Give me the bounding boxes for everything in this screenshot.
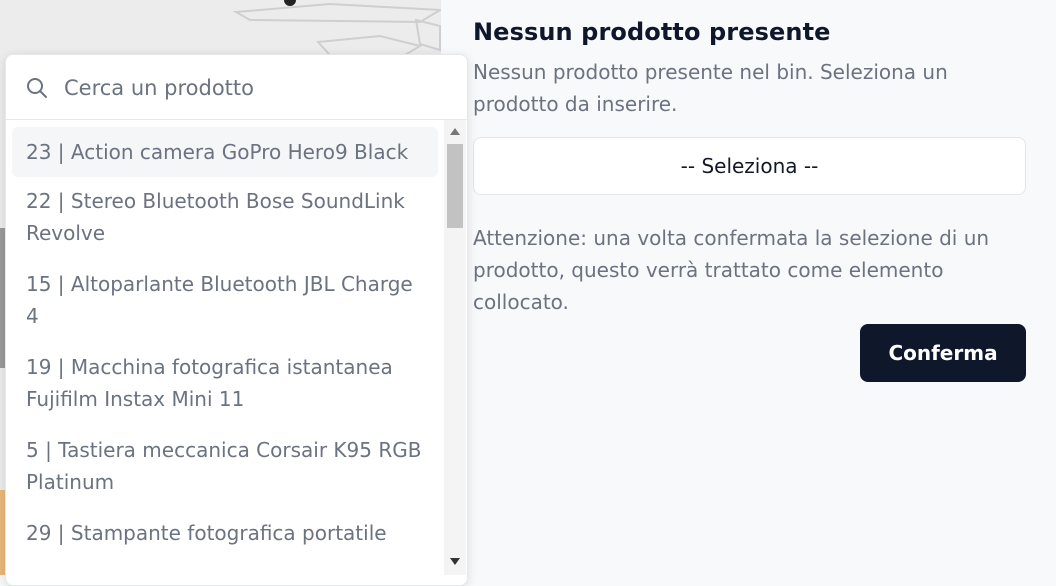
option-item[interactable]: 5 | Tastiera meccanica Corsair K95 RGB Platinum — [26, 438, 422, 494]
option-item[interactable]: 15 | Altoparlante Bluetooth JBL Charge 4 — [26, 272, 413, 328]
panel-description: Nessun prodotto presente nel bin. Seleziona un prodotto da inserire. — [473, 60, 948, 116]
scroll-thumb[interactable] — [447, 144, 463, 228]
product-dropdown — [5, 54, 468, 586]
product-select[interactable]: -- Seleziona -- — [473, 137, 1026, 195]
option-item[interactable]: 19 | Macchina fotografica istantanea Fujifilm Instax Mini 11 — [26, 355, 393, 411]
search-input[interactable] — [62, 69, 446, 107]
options-scrollbar[interactable] — [444, 120, 466, 575]
arrow-up-icon[interactable] — [450, 128, 460, 135]
search-row — [6, 55, 467, 120]
search-icon — [26, 77, 48, 99]
option-item[interactable]: 29 | Stampante fotografica portatile — [26, 521, 387, 545]
options-list — [6, 120, 444, 580]
option-item[interactable]: 22 | Stereo Bluetooth Bose SoundLink Revolve — [26, 189, 405, 245]
panel-title: Nessun prodotto presente — [473, 18, 831, 46]
bin-detail-panel — [441, 0, 1056, 575]
confirm-button[interactable]: Conferma — [860, 324, 1026, 382]
option-item[interactable]: 23 | Action camera GoPro Hero9 Black — [12, 127, 438, 177]
warning-text: Attenzione: una volta confermata la selezione di un prodotto, questo verrà trattato come elemento collocato. — [473, 226, 990, 314]
arrow-down-icon[interactable] — [450, 558, 460, 565]
